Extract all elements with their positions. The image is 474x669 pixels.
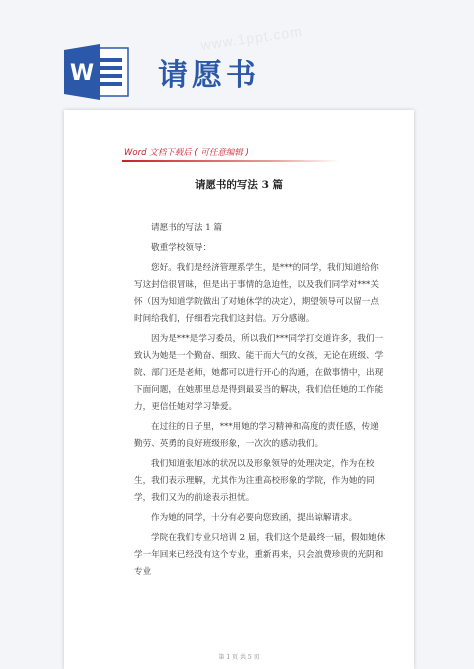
paragraph: 作为她的同学，十分有必要向您致函，提出谅解请求。 <box>151 513 358 523</box>
banner-title: 请愿书 <box>158 58 260 93</box>
paragraph: 因为是***是学习委员，所以我们***同学打交道许多，我们一致认为她是一个勤奋、细致、能干而大气的女孩，无论在班级、学院、部门还是老师，她都可以进行开心的沟通，在做事情中，出现下面问题，在她那里总是得到最妥当的解决，我们信任她的工作能力，更信任她对学习挚爱。 <box>134 334 384 412</box>
paragraph-salutation: 敬重学校领导： <box>151 243 212 253</box>
download-brand-tag: Word 文档下载后 ( 可任意编辑 ) <box>124 148 249 158</box>
article-title: 请愿书的写法 3 篇 <box>194 179 284 191</box>
brand-underline <box>122 160 340 162</box>
paragraph: 在过往的日子里，***用她的学习精神和高度的责任感，传递勤劳、英勇的良好班级形象，一次次的感动我们。 <box>134 422 379 449</box>
word-document-icon <box>62 42 132 102</box>
paragraph: 您好。我们是经济管理系学生，是***的同学，我们知道给你写这封信很冒昧，但是出于事情的急迫性，以及我们同学对***关怀（因为知道学院做出了对她休学的决定），期望领导可以留一点时间给我们，仔细看完我们这封信。万分感谢。 <box>134 263 379 324</box>
page-number: 第 1 页 共 5 页 <box>218 654 260 661</box>
paragraph-heading: 请愿书的写法 1 篇 <box>151 223 223 233</box>
paragraph: 学院在我们专业只培训 2 届，我们这个是最终一届，假如她休学一年回来已经没有这个专业，重新再来，只会浪费珍贵的光阴和专业 <box>134 533 386 577</box>
banner <box>0 0 474 115</box>
document-page <box>64 110 414 669</box>
word-logo-letter: W <box>69 61 95 86</box>
article-body <box>134 220 386 584</box>
paragraph: 我们知道张旭冰的状况以及形象领导的处理决定，作为在校生，我们表示理解，尤其作为注重高校形象的学院，作为她的同学，我们又为的前途表示担忧。 <box>134 459 375 503</box>
banner-watermark: www.1ppt.com <box>199 22 304 54</box>
